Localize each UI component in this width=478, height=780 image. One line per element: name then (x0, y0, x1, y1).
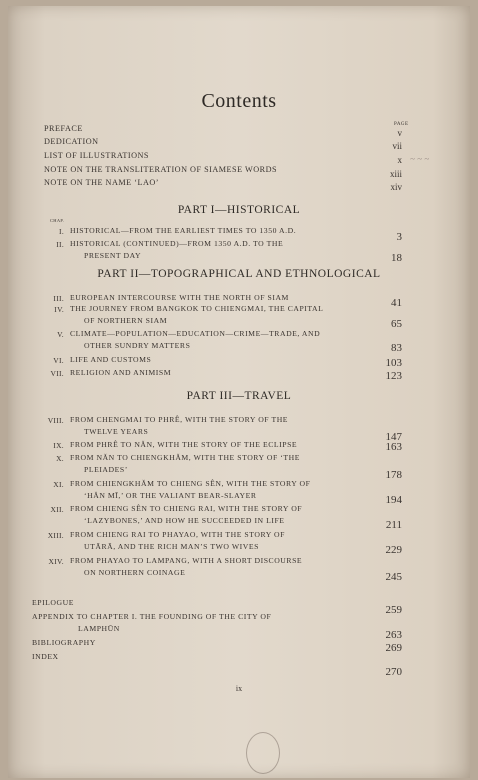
chapter-title: FROM PHRÊ TO NĂN, WITH THE STORY OF THE ECLIPSE (70, 440, 298, 449)
chapter-page: 103 (385, 357, 402, 369)
chapter-title: RELIGION AND ANIMISM (70, 368, 172, 377)
chapter-title: LIFE AND CUSTOMS (70, 355, 152, 364)
front-matter-label: NOTE ON THE NAME ‘LAO’ (44, 178, 159, 187)
book-page (8, 6, 470, 778)
stamp-mark (246, 732, 280, 774)
front-matter-page: vii (392, 141, 402, 151)
chapter-title: FROM CHIENG RAI TO PHAYAO, WITH THE STORY OF (70, 530, 285, 539)
chapter-page: 18 (391, 252, 402, 264)
chapter-number: V. (57, 330, 64, 339)
chapter-page: 178 (385, 469, 402, 481)
chapter-title: HISTORICAL—FROM THE EARLIEST TIMES TO 1350 A.D. (70, 226, 297, 235)
chapter-number: XIV. (48, 557, 64, 566)
chapter-title-continued: TWELVE YEARS (84, 427, 149, 436)
chapter-page: 229 (385, 544, 402, 556)
back-matter-label-continued: LAMPHŪN (78, 624, 120, 633)
chapter-number: X. (56, 454, 64, 463)
chapter-number: XII. (50, 505, 64, 514)
front-matter-page: xiii (389, 169, 402, 179)
chapter-number: I. (59, 227, 64, 236)
chapter-number: VI. (53, 356, 64, 365)
chapter-page: 3 (396, 231, 402, 243)
back-matter-page: 270 (385, 666, 402, 678)
back-matter-page: 259 (385, 604, 402, 616)
chapter-title-continued: ‘HĂN MĪ,’ OR THE VALIANT BEAR-SLAYER (84, 491, 257, 500)
chapter-title: FROM CHIENGKHĂM TO CHIENG SÊN, WITH THE STORY OF (70, 479, 311, 488)
back-matter-label: INDEX (32, 652, 59, 661)
back-matter-page: 263 (385, 629, 402, 641)
back-matter-page: 269 (385, 642, 402, 654)
chapter-number: XIII. (47, 531, 64, 540)
chapter-title: FROM CHIENG SÊN TO CHIENG RAI, WITH THE STORY OF (70, 504, 303, 513)
chapter-page: 163 (385, 441, 402, 453)
front-matter-label: PREFACE (44, 124, 83, 133)
chapter-title: FROM PHAYAO TO LAMPANG, WITH A SHORT DISCOURSE (70, 556, 303, 565)
chapter-page: 83 (391, 342, 402, 354)
chapter-title-continued: UTĀRĀ, AND THE RICH MAN’S TWO WIVES (84, 542, 259, 551)
chapter-number: VII. (50, 369, 64, 378)
chapter-title: THE JOURNEY FROM BANGKOK TO CHIENGMAI, THE CAPITAL (70, 304, 324, 313)
chapter-title: FROM NĂN TO CHIENGKHĂM, WITH THE STORY OF ‘THE (70, 453, 300, 462)
front-matter-label: LIST OF ILLUSTRATIONS (44, 151, 149, 160)
chapter-page: 65 (391, 318, 402, 330)
back-matter-label: BIBLIOGRAPHY (32, 638, 96, 647)
chapter-number: IX. (53, 441, 64, 450)
part1-heading: PART I—HISTORICAL (177, 204, 301, 216)
page-column-label: PAGE (394, 122, 409, 127)
chapter-number: XI. (53, 480, 64, 489)
page-folio: ix (235, 684, 243, 693)
chapter-number: II. (56, 240, 64, 249)
part3-heading: PART III—TRAVEL (186, 390, 292, 402)
page-title: Contents (201, 90, 277, 112)
chapter-title-continued: PLEIADES’ (84, 465, 128, 474)
front-matter-page: x (397, 155, 402, 165)
chapter-page: 41 (391, 297, 402, 309)
chapter-title: CLIMATE—POPULATION—EDUCATION—CRIME—TRADE, AND (70, 329, 321, 338)
front-matter-label: NOTE ON THE TRANSLITERATION OF SIAMESE WORDS (44, 165, 278, 174)
chapter-page: 147 (385, 431, 402, 443)
chapter-page: 245 (385, 571, 402, 583)
chapter-title-continued: ON NORTHERN COINAGE (84, 568, 186, 577)
part2-heading: PART II—TOPOGRAPHICAL AND ETHNOLOGICAL (97, 268, 381, 280)
chapter-title-continued: OF NORTHERN SIAM (84, 316, 168, 325)
chapter-title-continued: OTHER SUNDRY MATTERS (84, 341, 191, 350)
chapter-title: EUROPEAN INTERCOURSE WITH THE NORTH OF SIAM (70, 293, 289, 302)
chapter-page: 194 (385, 494, 402, 506)
chapter-page: 211 (385, 519, 402, 531)
chapter-title-continued: PRESENT DAY (84, 251, 142, 260)
front-matter-label: DEDICATION (44, 137, 99, 146)
front-matter-page: xiv (390, 182, 402, 192)
back-matter-label: APPENDIX TO CHAPTER I. THE FOUNDING OF THE CITY OF (32, 612, 272, 621)
chapter-title-continued: ‘LAZYBONES,’ AND HOW HE SUCCEEDED IN LIFE (84, 516, 285, 525)
front-matter-page: v (397, 128, 402, 138)
chapter-number: VIII. (47, 416, 64, 425)
chapter-number: III. (53, 294, 64, 303)
chapter-title: FROM CHENGMAI TO PHRÊ, WITH THE STORY OF THE (70, 415, 289, 424)
pencil-annotation: ~ ~ ~ (410, 154, 430, 164)
chapter-number: IV. (54, 305, 64, 314)
chapter-title: HISTORICAL (CONTINUED)—FROM 1350 A.D. TO THE (70, 239, 284, 248)
chap-label: CHAP. (50, 218, 65, 223)
back-matter-label: EPILOGUE (32, 598, 74, 607)
chapter-page: 123 (385, 370, 402, 382)
